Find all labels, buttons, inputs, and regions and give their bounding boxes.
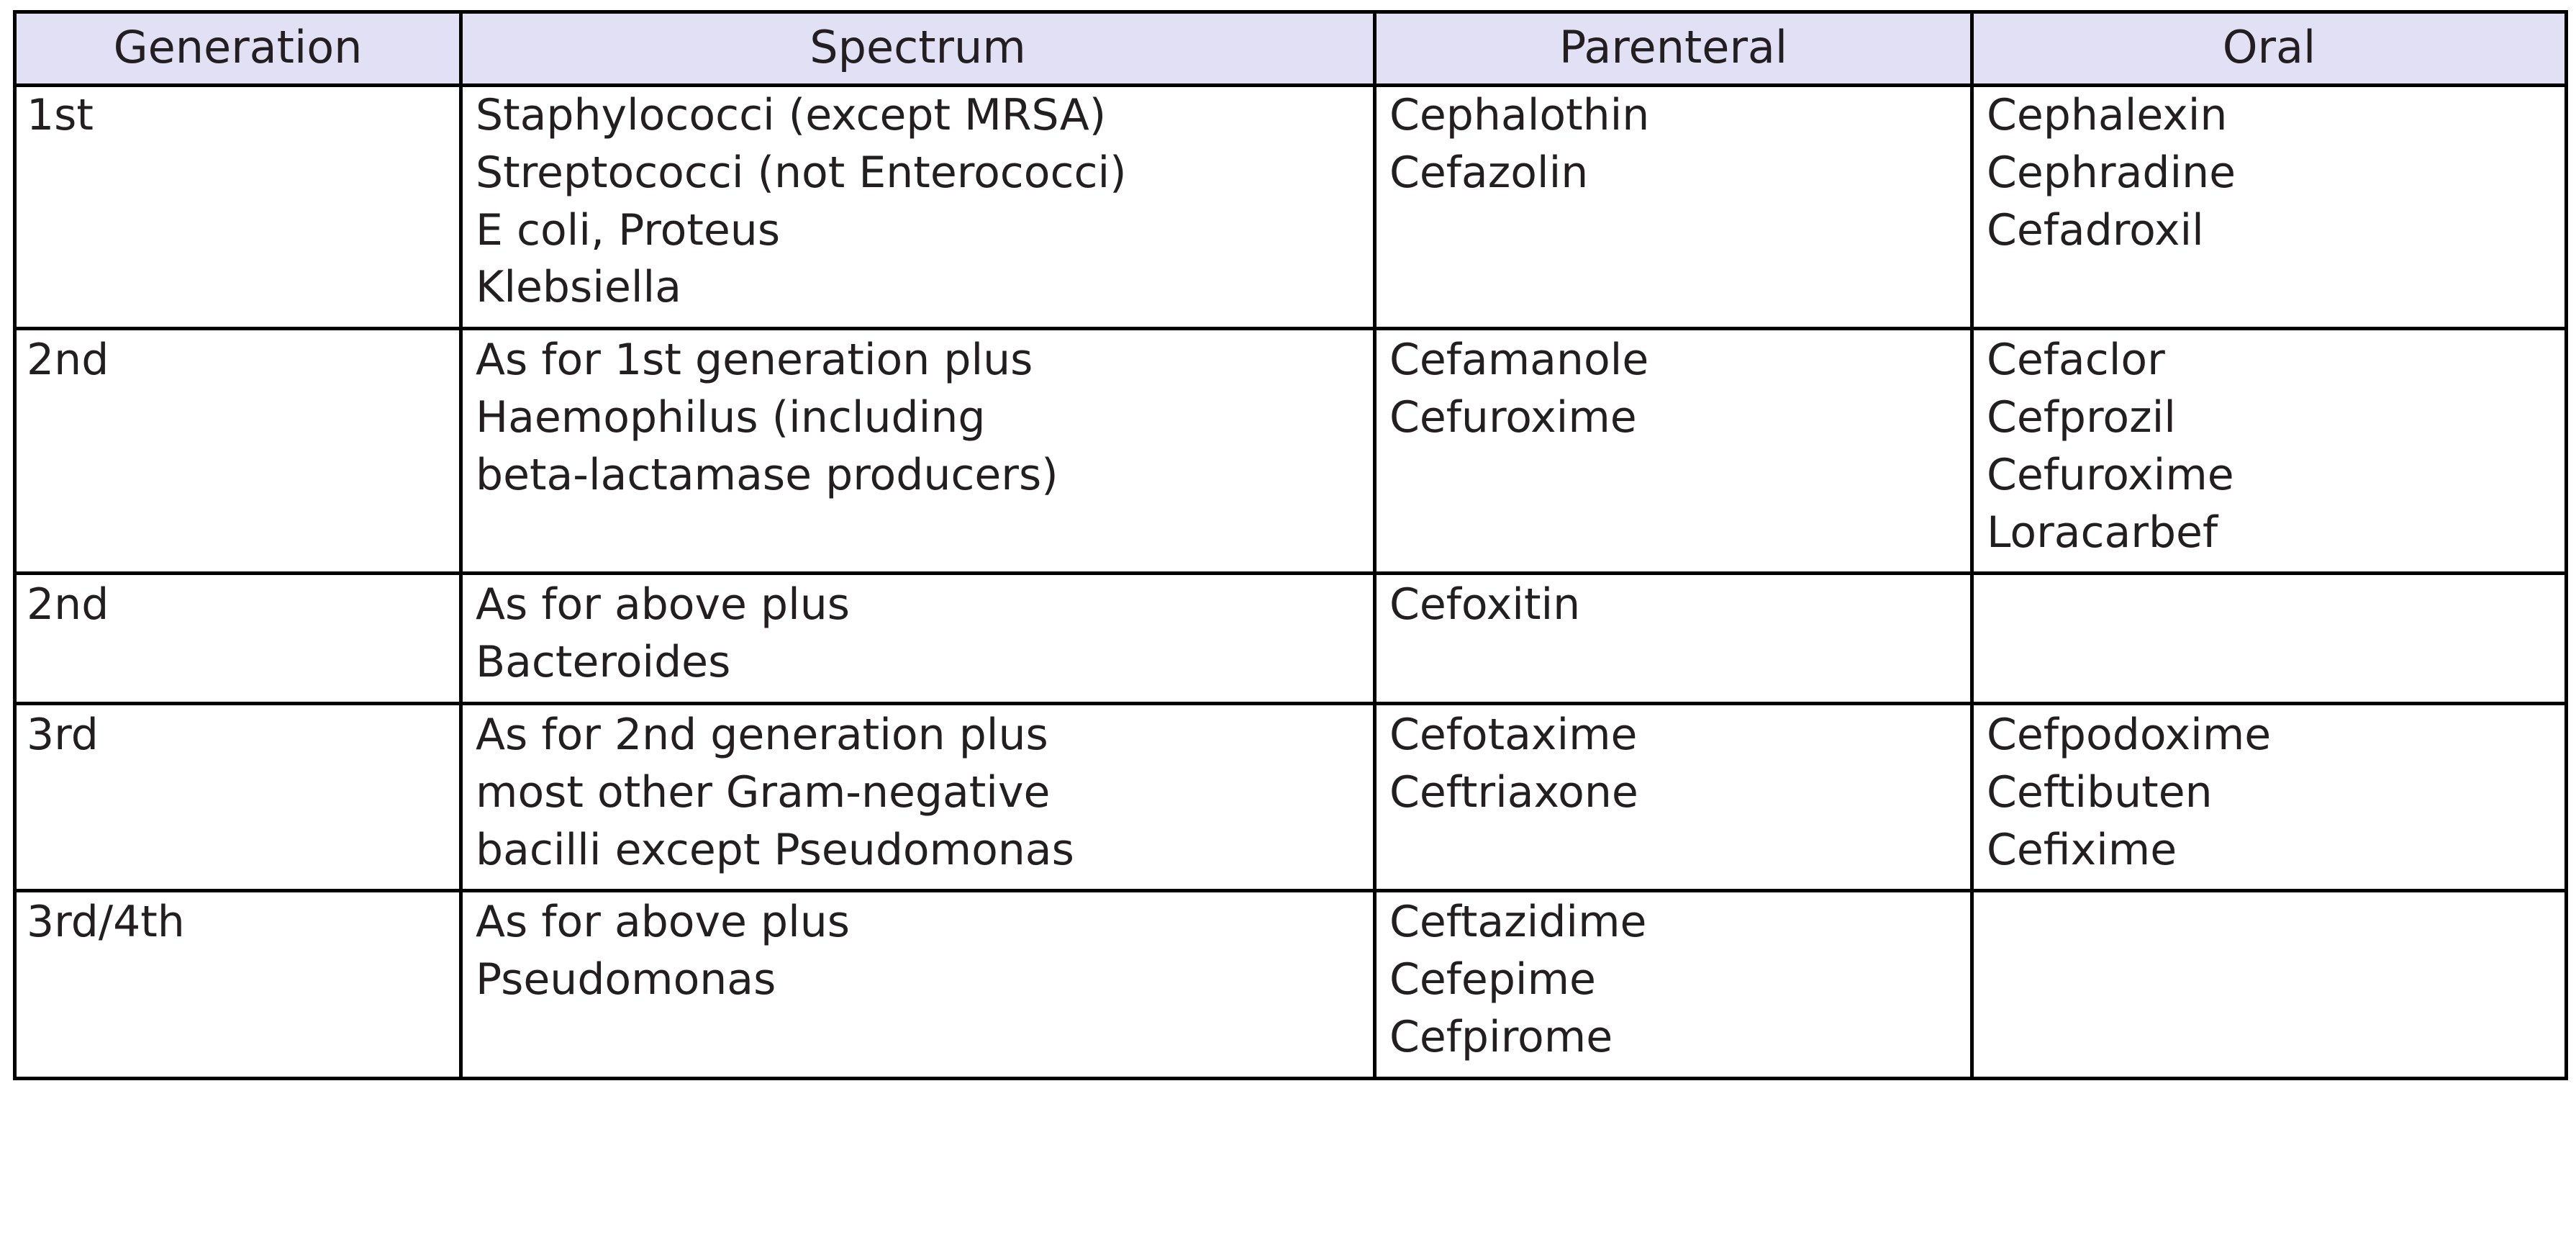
cell-spectrum: [461, 86, 1375, 329]
text-line: Ceftibuten: [1987, 766, 2213, 818]
cell-oral: [1972, 891, 2567, 1078]
column-header-generation: Generation: [15, 12, 461, 86]
text-line: Bacteroides: [476, 637, 731, 688]
text-line: Staphylococci (except MRSA): [476, 90, 1107, 141]
text-line: Cefpirome: [1389, 1012, 1613, 1063]
text-line: most other Gram-negative: [476, 766, 1051, 818]
table-body: [15, 86, 2567, 1079]
cell-generation: [15, 891, 461, 1078]
text-line: Cefixime: [1987, 824, 2177, 875]
text-line: As for above plus: [476, 579, 851, 630]
table-header-row: [15, 12, 2567, 86]
cell-generation: [15, 574, 461, 704]
text-line: Ceftriaxone: [1389, 766, 1638, 818]
cell-parenteral: [1375, 891, 1972, 1078]
cephalosporin-generations-table: [13, 10, 2568, 1080]
table-row: [15, 574, 2567, 704]
cell-parenteral: [1375, 329, 1972, 574]
cell-parenteral: [1375, 704, 1972, 891]
text-line: Streptococci (not Enterococci): [476, 147, 1127, 198]
text-line: Cefazolin: [1389, 147, 1589, 198]
cell-oral: [1972, 86, 2567, 329]
cell-generation: [15, 704, 461, 891]
text-line: 2nd: [27, 335, 109, 386]
text-line: Ceftazidime: [1389, 897, 1647, 948]
cell-generation: [15, 329, 461, 574]
text-line: Cefuroxime: [1987, 449, 2234, 500]
text-line: Cefoxitin: [1389, 579, 1581, 630]
text-line: beta-lactamase producers): [476, 449, 1058, 500]
table-row: [15, 891, 2567, 1078]
text-line: 2nd: [27, 579, 109, 630]
cell-oral: [1972, 704, 2567, 891]
text-line: As for 1st generation plus: [476, 335, 1033, 386]
text-line: 3rd/4th: [27, 897, 185, 948]
text-line: Cefotaxime: [1389, 710, 1638, 761]
cell-spectrum: [461, 329, 1375, 574]
text-line: Klebsiella: [476, 262, 681, 313]
text-line: E coli, Proteus: [476, 204, 781, 255]
column-header-oral: Oral: [1972, 12, 2567, 86]
cell-spectrum: [461, 891, 1375, 1078]
text-line: bacilli except Pseudomonas: [476, 824, 1074, 875]
cephalosporin-generations-table-wrapper: [13, 10, 2564, 1080]
text-line: As for 2nd generation plus: [476, 710, 1048, 761]
text-line: 1st: [27, 90, 94, 141]
column-header-parenteral: Parenteral: [1375, 12, 1972, 86]
cell-spectrum: [461, 574, 1375, 704]
table-row: [15, 329, 2567, 574]
text-line: Pseudomonas: [476, 954, 776, 1005]
text-line: Cephalothin: [1389, 90, 1650, 141]
table-header: [15, 12, 2567, 86]
text-line: Cefprozil: [1987, 392, 2176, 443]
text-line: Cefuroxime: [1389, 392, 1637, 443]
text-line: Cefamanole: [1389, 335, 1649, 386]
text-line: Cefepime: [1389, 954, 1596, 1005]
column-header-spectrum: Spectrum: [461, 12, 1375, 86]
text-line: Cefaclor: [1987, 335, 2165, 386]
text-line: 3rd: [27, 710, 99, 761]
text-line: As for above plus: [476, 897, 851, 948]
cell-generation: [15, 86, 461, 329]
text-line: Cefadroxil: [1987, 204, 2204, 255]
cell-spectrum: [461, 704, 1375, 891]
table-row: [15, 704, 2567, 891]
text-line: Haemophilus (including: [476, 392, 986, 443]
text-line: Loracarbef: [1987, 507, 2218, 558]
text-line: Cephradine: [1987, 147, 2236, 198]
cell-oral: [1972, 329, 2567, 574]
cell-parenteral: [1375, 86, 1972, 329]
cell-oral: [1972, 574, 2567, 704]
cell-parenteral: [1375, 574, 1972, 704]
table-row: [15, 86, 2567, 329]
text-line: Cephalexin: [1987, 90, 2228, 141]
text-line: Cefpodoxime: [1987, 710, 2272, 761]
